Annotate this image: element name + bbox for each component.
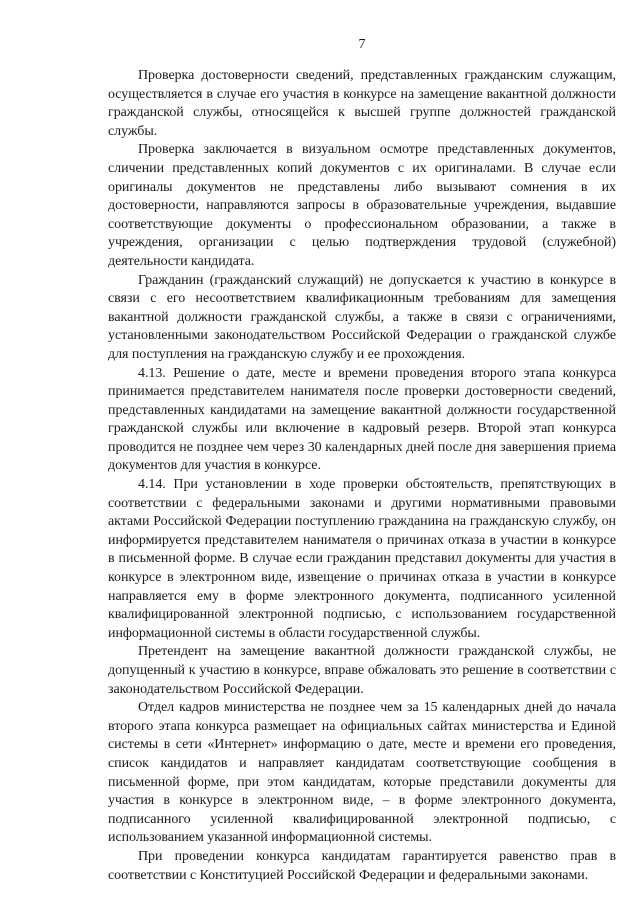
document-body <box>108 67 616 885</box>
paragraph: Проверка заключается в визуальном осмотре представленных документов, сличении представленных копий документов с их оригиналами. В случае если оригиналы документов не представлены либо вызывают сомнения в их достоверности, направляются запросы в образовательные учреждения, выдавшие соответствующие документы о профессиональном образовании, а также в учреждения, организации с целью подтверждения трудовой (служебной) деятельности кандидата. <box>108 142 616 269</box>
paragraph: При проведении конкурса кандидатам гарантируется равенство прав в соответствии с Конституцией Российской Федерации и федеральными законами. <box>108 848 616 883</box>
paragraph: 4.14. При установлении в ходе проверки обстоятельств, препятствующих в соответствии с федеральными законами и другими нормативными правовыми актами Российской Федерации поступлению гражданина на гражданскую службу, он информируется представителем нанимателя о причинах отказа в участии в конкурсе в письменной форме. В случае если гражданин представил документы для участия в конкурсе в электронном виде, извещение о причинах отказа в участии в конкурсе направляется ему в форме электронного документа, подписанного усиленной квалифицированной электронной подписью, с использованием государственной информационной системы в области государственной службы. <box>108 477 616 641</box>
paragraph: Проверка достоверности сведений, представленных гражданским служащим, осуществляется в случае его участия в конкурсе на замещение вакантной должности гражданской службы, относящейся к высшей группе должностей гражданской службы. <box>108 68 616 139</box>
paragraph: Претендент на замещение вакантной должности гражданской службы, не допущенный к участию в конкурсе, вправе обжаловать это решение в соответствии с законодательством Российской Федерации. <box>108 644 616 697</box>
paragraph: Отдел кадров министерства не позднее чем за 15 календарных дней до начала второго этапа конкурса размещает на официальных сайтах министерства и Единой системы в сети «Интернет» информацию о дате, месте и времени его проведения, список кандидатов и направляет кандидатам соответствующие сообщения в письменной форме, при этом кандидатам, которые представили документы для участия в конкурсе в электронном виде, – в форме электронного документа, подписанного усиленной квалифицированной электронной подписью, с использованием указанной информационной системы. <box>108 700 616 846</box>
paragraph: Гражданин (гражданский служащий) не допускается к участию в конкурсе в связи с его несоответствием квалификационным требованиям для замещения вакантной должности гражданской службы, а также в связи с ограничениями, установленными законодательством Российской Федерации о гражданской службе для поступления на гражданскую службу и ее прохождения. <box>108 272 616 362</box>
page-number: 7 <box>358 37 366 52</box>
paragraph: 4.13. Решение о дате, месте и времени проведения второго этапа конкурса принимается представителем нанимателя после проверки достоверности сведений, представленных кандидатами на замещение вакантной должности государственной гражданской службы или включение в кадровый резерв. Второй этап конкурса проводится не позднее чем через 30 календарных дней после дня завершения приема документов для участия в конкурсе. <box>108 365 616 474</box>
document-page <box>108 0 616 905</box>
